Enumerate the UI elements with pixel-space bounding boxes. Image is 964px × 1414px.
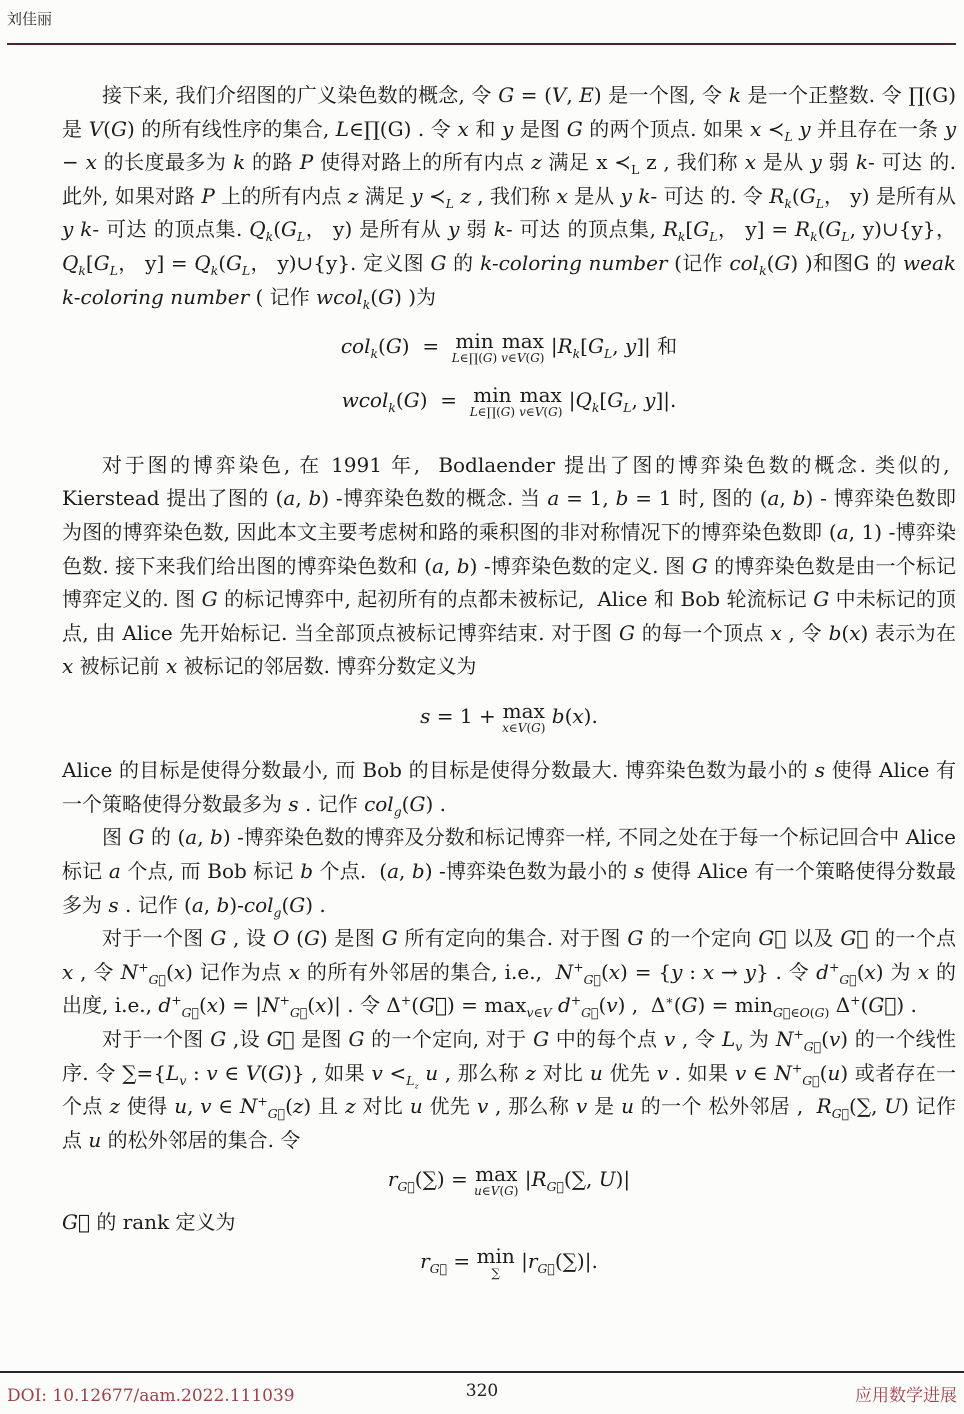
page-number: 320 (465, 1381, 499, 1401)
paragraph-alice-bob-goal: Alice 的目标是使得分数最小, 而 Bob 的目标是使得分数最大. 博弈染色数为最小的 s 使得 Alice 有一个策略使得分数最多为 s . 记作 col$_g$(G) . (62, 758, 956, 819)
formula-wcol-k: wcol$_k$(G) = min L∈∏(G) max v∈V(G) $|Q_k[G_L$, y]|. (341, 383, 677, 420)
journal-name: 应用数学进展 (855, 1386, 957, 1406)
formula-col-k: col$_k$(G) = min L∈∏(G) max v∈V(G) $|R_k[G_L$, y]| 和 (340, 328, 678, 365)
paragraph-linear-order-definitions: 对于一个图 G ,设 G⃗ 是图 G 的一个定向, 对于 G 中的每个点 v , 令 $L_v$ 为 $N^+_{G⃗}(v)$ 的一个线性序. 令 $\sum=\{L_v$ : v ∈ V(G)} , 如果 $v <_{L_z}$ u , 那么称 z 对比 u 优先 v . 如果 v ∈ $N^+_{G⃗}(u)$ 或者存在一个点 z 使得 u, v ∈ $N^+_{G⃗}(z)$ 且 z 对比 u 优先 v , 那么称 v 是 u 的一个 松外邻居 , $R_{G⃗}(\sum$, U) 记作点 u 的松外邻居的集合. 令 (62, 1026, 956, 1152)
page-footer (0, 1371, 964, 1406)
spacer (62, 439, 956, 449)
formula-rank: $r_{G⃗}$ = min ∑ $|r_{G⃗}(\sum)|$. (420, 1243, 598, 1280)
formula-r-sigma: $r_{G⃗}(\sum)$ = max u∈V(G) $|R_{G⃗}(\sum$, U)| (387, 1162, 631, 1199)
page-header (0, 0, 964, 45)
formula-score: s = 1 + max x∈V(G) b(x). (420, 698, 598, 735)
paragraph-coloring-number-definition: 接下来, 我们介绍图的广义染色数的概念, 令 G = (V, E) 是一个图, 令 k 是一个正整数. 令 ∏(G) 是 V(G) 的所有线性序的集合, L∈∏(G) . 令 x 和 y 是图 G 的两个顶点. 如果 x $≺_L$ y 并且存在一条 y − x 的长度最多为 k 的路 P 使得对路上的所有内点 z 满足 x $≺_L$ z , 我们称 x 是从 y 弱 k- 可达 的. 此外, 如果对路 P 上的所有内点 z 满足 y $≺_L$ z , 我们称 x 是从 y k- 可达 的. 令 $R_k(G_L$， y) 是所有从 y k- 可达 的顶点集. $Q_k(G_L$， y) 是所有从 y 弱 k- 可达 的顶点集, $R_k[G_L$， $y] = R_k(G_L$, y)∪{y}， $Q_k[G_L$， $y] = Q_k(G_L$， y)∪{y}. 定义图 G 的 k-coloring number (记作 col$_k$(G) )和图G 的 weak k-coloring number ( 记作 wcol$_k$(G) )为 (62, 83, 957, 312)
doi-text: DOI: 10.12677/aam.2022.111039 (7, 1386, 295, 1406)
paragraph-orientation-definitions: 对于一个图 G , 设 O (G) 是图 G 所有定向的集合. 对于图 G 的一个定向 G⃗ 以及 G⃗ 的一个点 x , 令 $N^+_{G⃗}(x)$ 记作为点 x 的所有外邻居的集合, i.e., $N^+_{G⃗}(x) = \{y$ : x → y} . 令 $d^+_{G⃗}(x)$ 为 x 的出度, i.e., $d^+_{G⃗}(x) = |N^+_{G⃗}(x)|$ . 令 Δ+(G⃗) = $\max_{v\in V} d^+_{G⃗}(v)$ , $\Delta^∗(G) = \min_{G⃗\in O(G)}$ Δ+(G⃗) . (62, 926, 957, 1021)
paragraph-game-coloring-intro: 对于图的博弈染色, 在 1991 年, Bodlaender 提出了图的博弈染色数的概念. 类似的, Kierstead 提出了图的 (a, b) -博弈染色数的概念. 当 a = 1, b = 1 时, 图的 (a, b) - 博弈染色数即为图的博弈染色数, 因此本文主要考虑树和路的乘积图的非对称情况下的博弈染色数即 (a, 1) -博弈染色数. 接下来我们给出图的博弈染色数和 (a, b) -博弈染色数的定义. 图 G 的博弈染色数是由一个标记博弈定义的. 图 G 的标记博弈中, 起初所有的点都未被标记, Alice 和 Bob 轮流标记 G 中未标记的顶点, 由 Alice 先开始标记. 当全部顶点被标记博弈结束. 对于图 G 的每一个顶点 x , 令 b(x) 表示为在 x 被标记前 x 被标记的邻居数. 博弈分数定义为 (62, 452, 957, 679)
running-head-author: 刘佳丽 (7, 10, 53, 28)
paper-body (0, 45, 964, 1280)
paragraph-ab-game-coloring: 图 G 的 (a, b) -博弈染色数的博弈及分数和标记博弈一样, 不同之处在于每一个标记回合中 Alice 标记 a 个点, 而 Bob 标记 b 个点. (a, b) -博弈染色数为最小的 s 使得 Alice 有一个策略使得分数最多为 s . 记作 (a, b)-col$_g$(G) . (62, 825, 957, 920)
paragraph-rank-definition: G⃗ 的 rank 定义为 (62, 1209, 236, 1234)
